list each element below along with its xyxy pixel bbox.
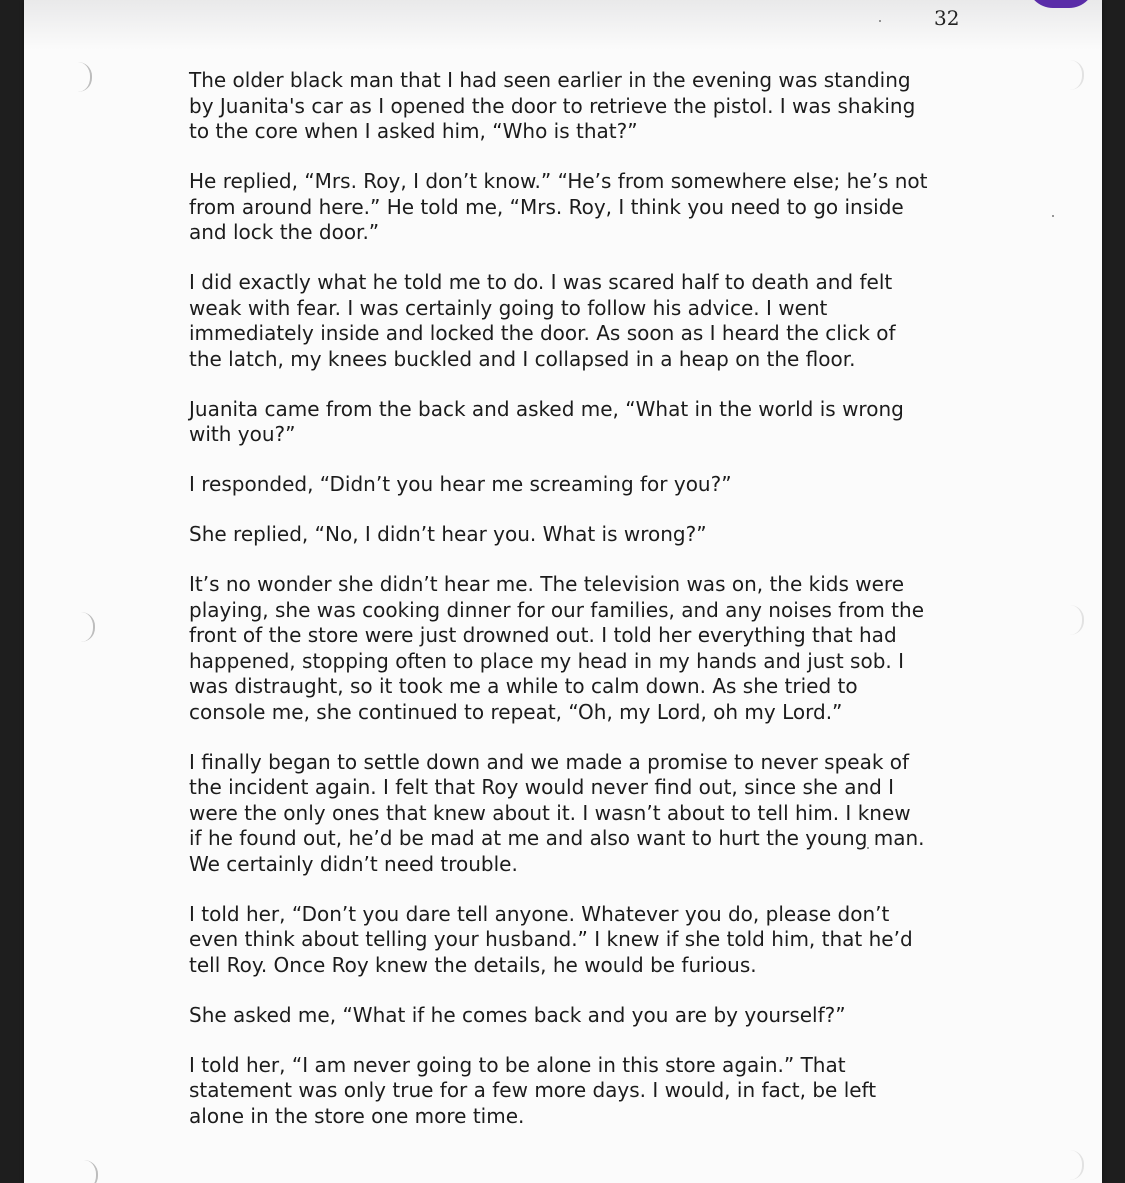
text-line: I responded, “Didn’t you hear me screaming for you?” [189, 472, 732, 496]
text-line: I did exactly what he told me to do. I was scared half to death and felt [189, 270, 893, 294]
scan-speck [1052, 215, 1054, 217]
text-line: was distraught, so it took me a while to calm down. As she tried to [189, 674, 858, 698]
hole-punch-mark [76, 62, 92, 92]
hole-punch-mark-right [1068, 605, 1084, 635]
text-line: She replied, “No, I didn’t hear you. What is wrong?” [189, 522, 707, 546]
hole-punch-mark-right [1068, 1150, 1084, 1180]
text-line: with you?” [189, 422, 296, 446]
text-line: were the only ones that knew about it. I wasn’t about to tell him. I knew [189, 800, 911, 825]
text-line: to the core when I asked him, “Who is that?” [189, 119, 638, 143]
text-line: the latch, my knees buckled and I collapsed in a heap on the floor. [189, 346, 856, 371]
text-line: It’s no wonder she didn’t hear me. The television was on, the kids were [189, 572, 905, 596]
text-line: weak with fear. I was certainly going to follow his advice. I went [189, 295, 828, 320]
text-line: statement was only true for a few more days. I would, in fact, be left [189, 1078, 877, 1102]
text-line: even think about telling your husband.” I knew if she told him, that he’d [189, 927, 913, 951]
paragraph [189, 522, 979, 548]
text-line: He replied, “Mrs. Roy, I don’t know.” “He’s from somewhere else; he’s not [189, 169, 928, 193]
hole-punch-mark-right [1068, 60, 1084, 90]
text-line: the incident again. I felt that Roy would never find out, since she and I [189, 775, 895, 799]
text-line: immediately inside and locked the door. As soon as I heard the click of [189, 321, 896, 345]
text-line: front of the store were just drowned out. I told her everything that had [189, 623, 897, 647]
text-line: The older black man that I had seen earlier in the evening was standing [189, 68, 911, 92]
page-number: 32 [934, 6, 960, 30]
text-line: I finally began to settle down and we made a promise to never speak of [189, 749, 910, 774]
document-page[interactable] [24, 0, 1102, 1183]
hole-punch-mark [79, 612, 95, 642]
text-line: alone in the store one more time. [189, 1103, 525, 1128]
paragraph [189, 1053, 979, 1130]
hole-punch-mark [82, 1160, 98, 1183]
text-line: if he found out, he’d be mad at me and also want to hurt the young man. [189, 826, 925, 850]
text-line: She asked me, “What if he comes back and you are by yourself?” [189, 1002, 846, 1027]
text-line: playing, she was cooking dinner for our families, and any noises from the [189, 597, 924, 622]
text-line: Juanita came from the back and asked me, “What in the world is wrong [189, 396, 904, 421]
paragraph [189, 750, 979, 878]
text-line: We certainly didn’t need trouble. [189, 851, 518, 876]
scan-speck [879, 20, 881, 22]
text-line: by Juanita's car as I opened the door to retrieve the pistol. I was shaking [189, 93, 916, 118]
text-line: I told her, “I am never going to be alone in this store again.” That [189, 1052, 846, 1077]
paragraph [189, 68, 979, 145]
body-text [189, 68, 979, 1154]
paragraph [189, 472, 979, 498]
text-line: I told her, “Don’t you dare tell anyone. Whatever you do, please don’t [189, 901, 890, 926]
paragraph [189, 902, 979, 979]
paragraph [189, 1003, 979, 1029]
text-line: and lock the door.” [189, 220, 380, 244]
text-line: happened, stopping often to place my head in my hands and just sob. I [189, 648, 905, 673]
paragraph [189, 572, 979, 725]
paragraph [189, 270, 979, 372]
text-line: tell Roy. Once Roy knew the details, he would be furious. [189, 952, 757, 977]
paragraph [189, 397, 979, 448]
text-line: console me, she continued to repeat, “Oh, my Lord, oh my Lord.” [189, 699, 843, 724]
paragraph [189, 169, 979, 246]
text-line: from around here.” He told me, “Mrs. Roy, I think you need to go inside [189, 194, 904, 219]
